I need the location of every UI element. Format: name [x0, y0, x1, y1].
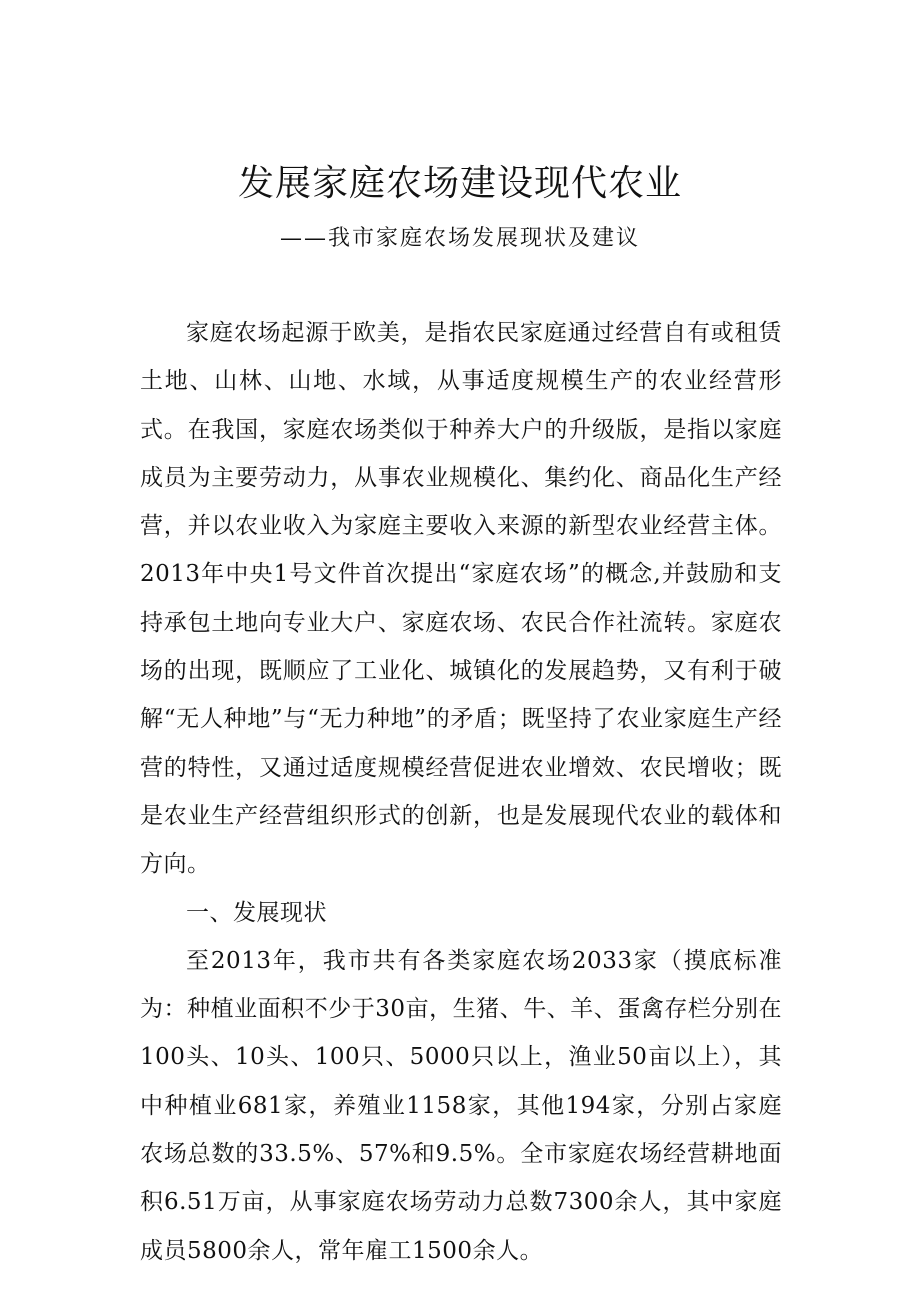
- section-heading-status: 一、发展现状: [186, 899, 327, 926]
- document-subtitle: ——我市家庭农场发展现状及建议: [279, 226, 640, 251]
- document-title: 发展家庭农场建设现代农业: [237, 163, 682, 204]
- document-body: [140, 309, 782, 1275]
- paragraph-intro: 家庭农场起源于欧美，是指农民家庭通过经营自有或租赁土地、山林、山地、水域，从事适度规模生产的农业经营形式。在我国，家庭农场类似于种养大户的升级版，是指以家庭成员为主要劳动力，从事农业规模化、集约化、商品化生产经营，并以农业收入为家庭主要收入来源的新型农业经营主体。2013年中央1号文件首次提出“家庭农场”的概念,并鼓励和支持承包土地向专业大户、家庭农场、农民合作社流转。家庭农场的出现，既顺应了工业化、城镇化的发展趋势，又有利于破解“无人种地”与“无力种地”的矛盾；既坚持了农业家庭生产经营的特性，又通过适度规模经营促进农业增效、农民增收；既是农业生产经营组织形式的创新，也是发展现代农业的载体和方向。: [140, 320, 782, 878]
- paragraph-status: 至2013年，我市共有各类家庭农场2033家（摸底标准为：种植业面积不少于30亩，生猪、牛、羊、蛋禽存栏分别在100头、10头、100只、5000只以上，渔业50亩以上），其中种植业681家，养殖业1158家，其他194家，分别占家庭农场总数的33.5%、57%和9.5%。全市家庭农场经营耕地面积6.51万亩，从事家庭农场劳动力总数7300余人，其中家庭成员5800余人，常年雇工1500余人。: [140, 947, 782, 1264]
